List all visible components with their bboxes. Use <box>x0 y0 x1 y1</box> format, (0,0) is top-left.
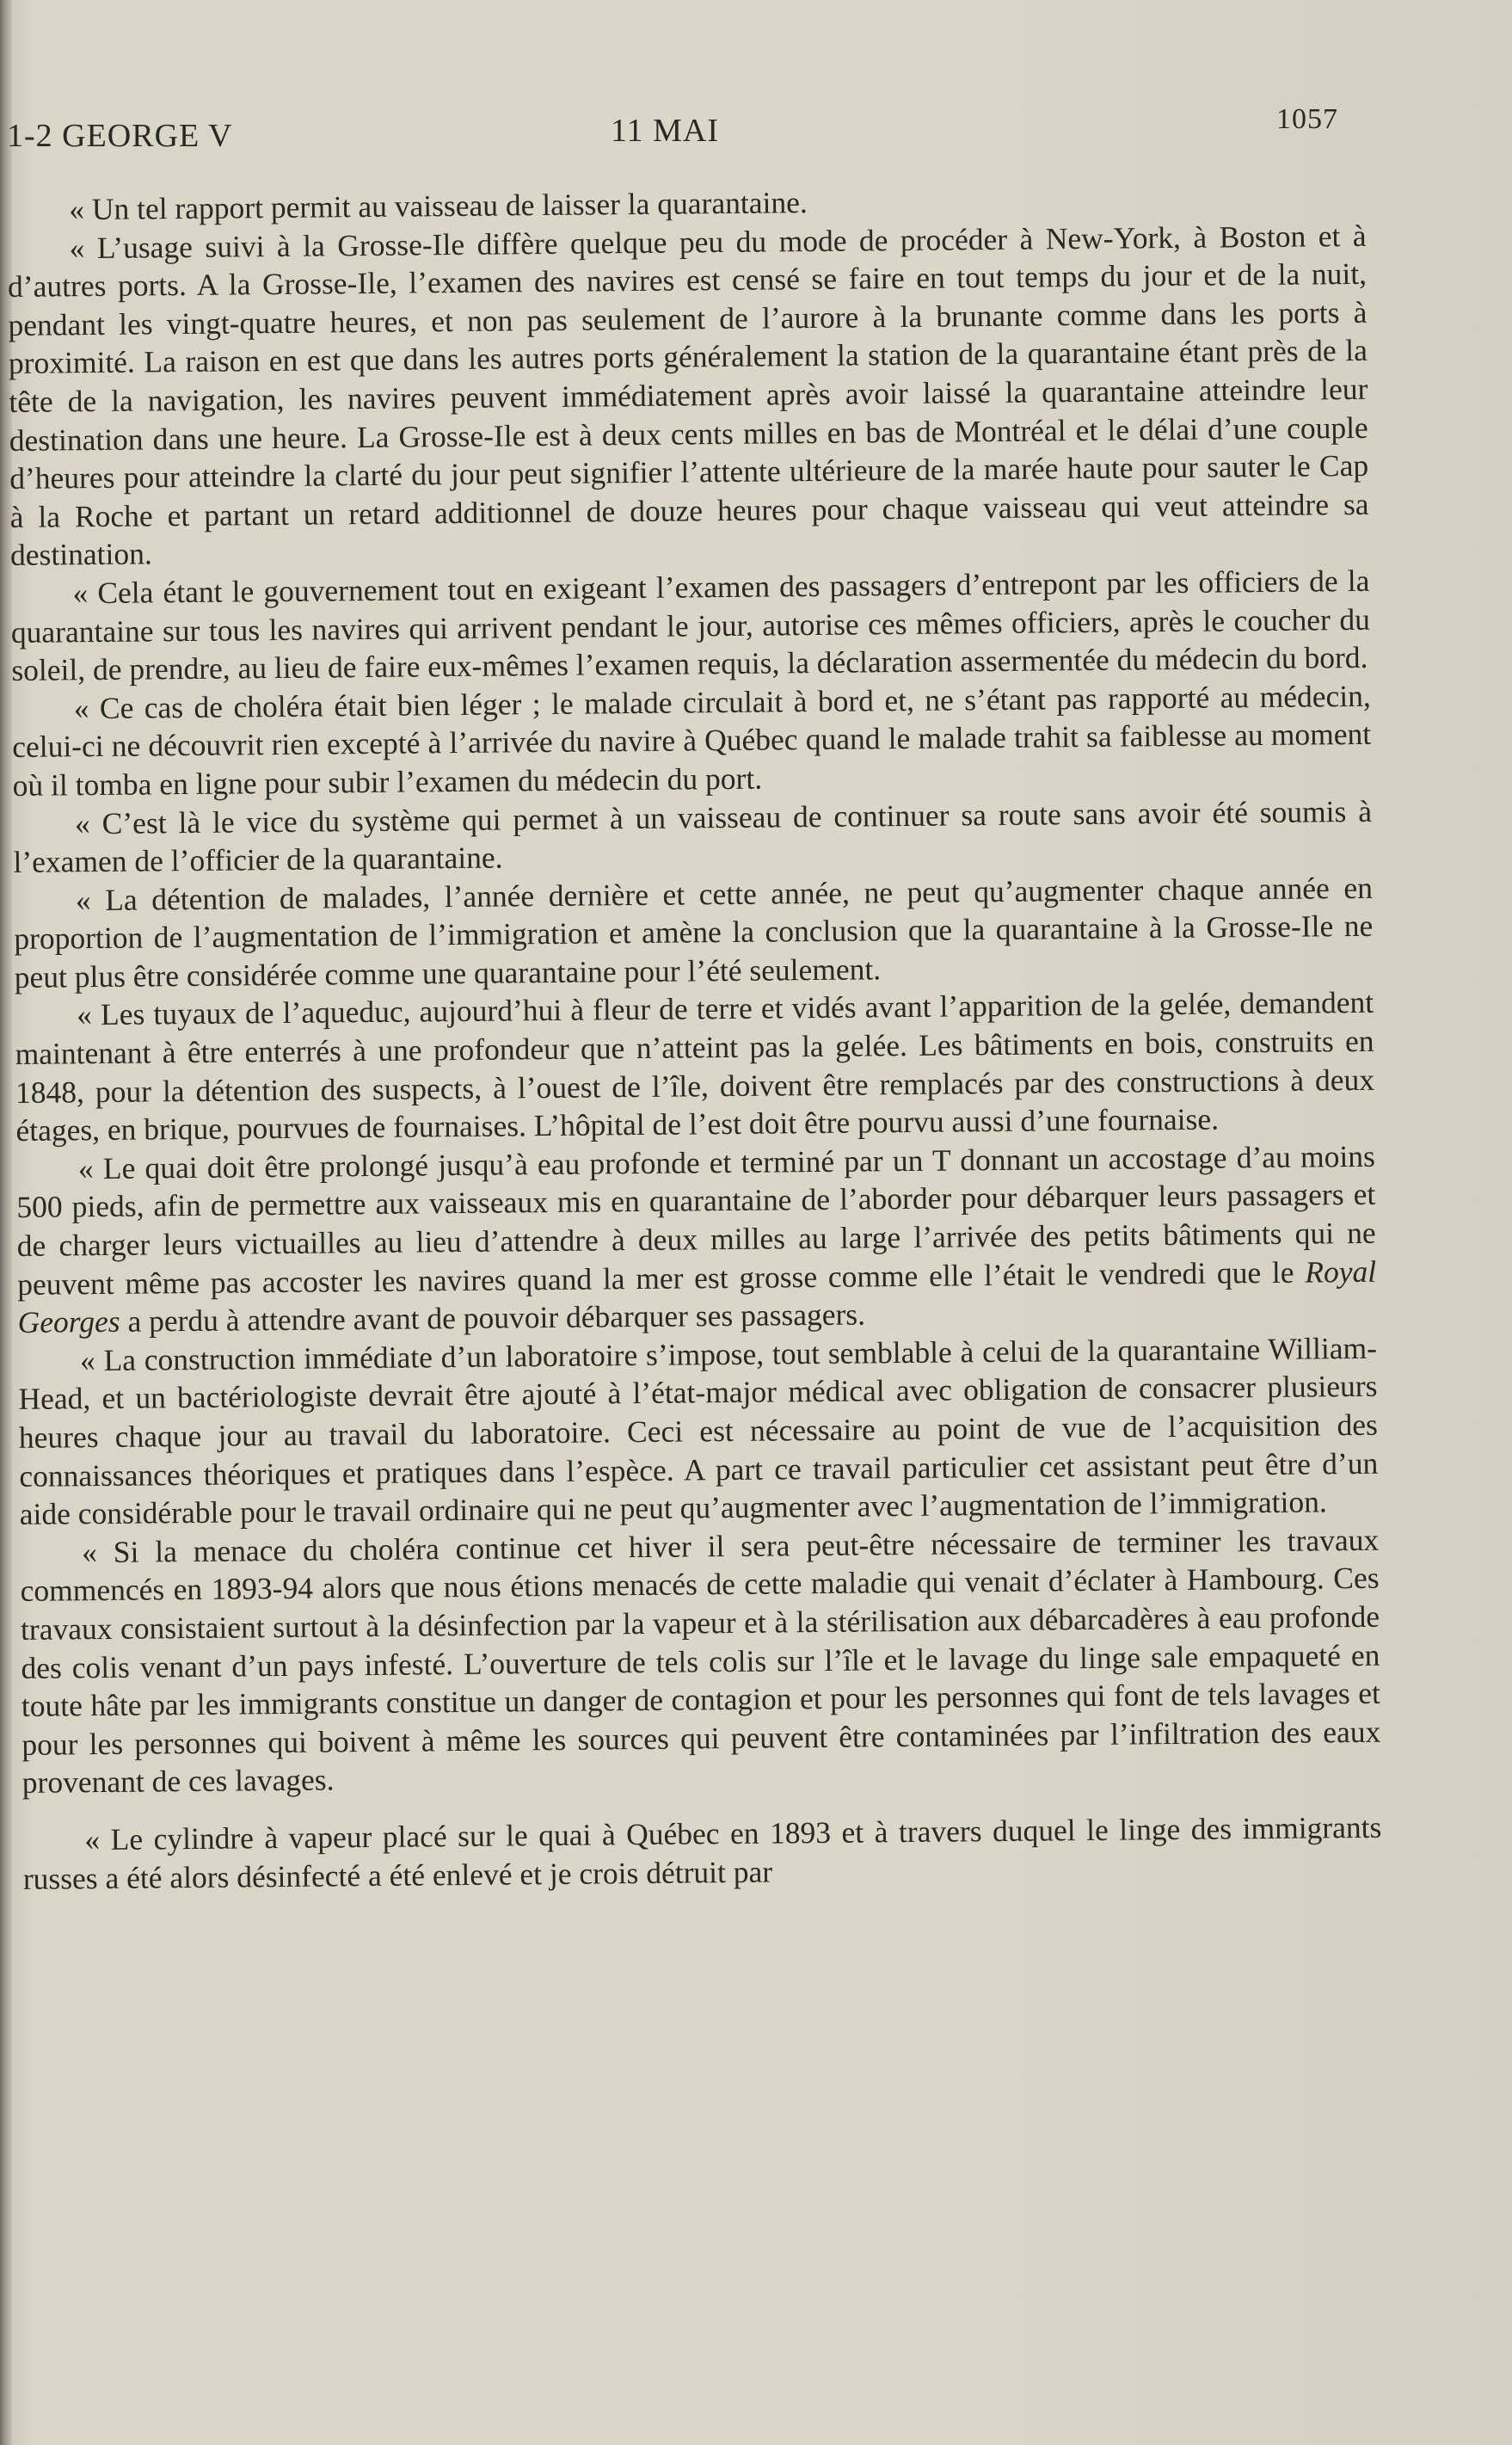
quai-text-before: « Le quai doit être prolongé jusqu’à eau profonde et terminé par un T donnant un accostage d’au moins 500 pieds, afin de permettre aux vaisseaux mis en quarantaine de l’aborder pour débarquer leurs passagers et de charger leurs victuailles au lieu d’attendre à deux milles au large l’arrivée des petits bâtiments qui ne peuvent même pas accoster les navires quand la mer est grosse comme elle l’était le vendredi que le <box>16 1138 1376 1302</box>
paragraph-quai <box>16 1137 1377 1342</box>
quai-text-after: a perdu à attendre avant de pouvoir débarquer ses passagers. <box>120 1296 866 1340</box>
running-header <box>7 103 1349 163</box>
paragraph: « La détention de malades, l’année dernière et cette année, ne peut qu’augmenter chaque année en proportion de l’augmentation de l’immigration et amène la conclusion que la quarantaine à la Grosse-Ile ne peut plus être considérée comme une quarantaine pour l’été seulement. <box>14 870 1374 995</box>
paragraph: « Si la menace du choléra continue cet hiver il sera peut-être nécessaire de terminer les travaux commencés en 1893-94 alors que nous étions menacés de cette maladie qui venait d’éclater à Hambourg. Ces travaux consistaient surtout à la désinfection par la vapeur et à la stérilisation aux débarcadères à eau profonde des colis venant d’un pays infesté. L’ouverture de tels colis sur l’île et le lavage du linge sale empaqueté en toute hâte par les immigrants constitue un danger de contagion et pour les personnes qui font de tels lavages et pour les personnes qui boivent à même les sources qui peuvent être contaminées par l’infiltration des eaux provenant de ces lavages. <box>20 1522 1381 1801</box>
paragraph-final: « Le cylindre à vapeur placé sur le quai à Québec en 1893 et à travers duquel le linge des immigrants russes a été alors désinfecté a été enlevé et je crois détruit par <box>22 1809 1382 1896</box>
header-session: 1-2 GEORGE V <box>7 118 233 154</box>
paragraph: « La construction immédiate d’un laboratoire s’impose, tout semblable à celui de la quarantaine William-Head, et un bactériologiste devrait être ajouté à l’état-major médical avec obligation de consacrer plusieurs heures chaque jour au travail du laboratoire. Ceci est nécessaire au point de vue de l’acquisition des connaissances théoriques et pratiques dans l’espèce. A part ce travail particulier cet assistant peut être d’un aide considérable pour le travail ordinaire qui ne peut qu’augmenter avec l’augmentation de l’immigration. <box>18 1330 1379 1532</box>
paragraph: « Ce cas de choléra était bien léger ; le malade circulait à bord et, ne s’étant pas rapporté au médecin, celui-ci ne découvrit rien excepté à l’arrivée du navire à Québec quand le malade trahit sa faiblesse au moment où il tomba en ligne pour subir l’examen du médecin du port. <box>12 678 1372 803</box>
paragraph: « Cela étant le gouvernement tout en exigeant l’examen des passagers d’entrepont par les officiers de la quarantaine sur tous les navires qui arrivent pendant le jour, autorise ces mêmes officiers, après le coucher du soleil, de prendre, au lieu de faire eux-mêmes l’examen requis, la déclaration assermentée du médecin du bord. <box>10 563 1371 688</box>
paragraph: « L’usage suivi à la Grosse-Ile diffère quelque peu du mode de procéder à New-York, à Boston et à d’autres ports. A la Grosse-Ile, l’examen des navires est censé se faire en tout temps du jour et de la nuit, pendant les vingt-quatre heures, et non pas seulement de l’aurore à la brunante comme dans les ports à proximité. La raison en est que dans les autres ports généralement la station de la quarantaine étant près de la tête de la navigation, les navires peuvent immédiatement après avoir laissé la quarantaine atteindre leur destination dans une heure. La Grosse-Ile est à deux cents milles en bas de Montréal et le délai d’une couple d’heures pour atteindre la clarté du jour peut signifier l’attente ultérieure de la marée haute pour sauter le Cap à la Roche et partant un retard additionnel de douze heures pour chaque vaisseau qui veut atteindre sa destination. <box>7 218 1369 573</box>
ship-name: Royal Georges <box>17 1253 1377 1340</box>
header-date: 11 MAI <box>611 113 719 149</box>
paragraph: « Les tuyaux de l’aqueduc, aujourd’hui à fleur de terre et vidés avant l’apparition de la gelée, demandent maintenant à être enterrés à une profondeur que n’atteint pas la gelée. Les bâtiments en bois, construits en 1848, pour la détention des suspects, à l’ouest de l’île, doivent être remplacés par des constructions à deux étages, en brique, pourvues de fournaises. L’hôpital de l’est doit être pourvu aussi d’une fournaise. <box>15 985 1375 1149</box>
body-text <box>7 178 1382 1898</box>
paragraph: « Un tel rapport permit au vaisseau de laisser la quarantaine. <box>69 185 808 227</box>
page-number: 1057 <box>1276 103 1338 135</box>
paragraph: « C’est là le vice du système qui permet à un vaisseau de continuer sa route sans avoir été soumis à l’examen de l’officier de la quarantaine. <box>13 793 1373 880</box>
